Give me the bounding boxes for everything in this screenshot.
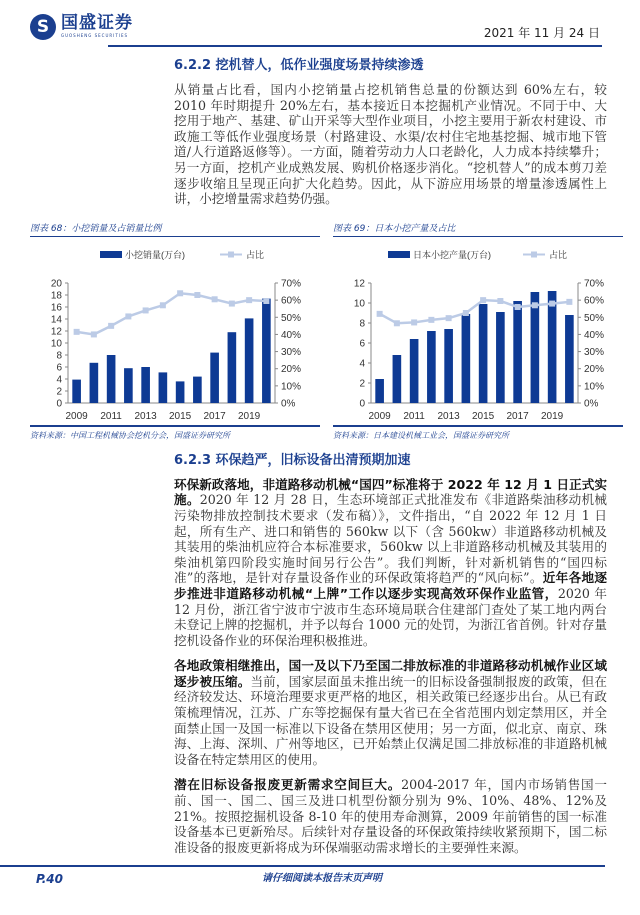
- bar-2016: [496, 312, 505, 403]
- section-heading-6-2-2: 6.2.2 挖机替人，低作业强度场景持续渗透: [174, 58, 424, 73]
- paragraph-emission-policy: [174, 477, 607, 649]
- figure-69: [333, 223, 623, 441]
- figure-divider: [333, 425, 623, 427]
- bar-2010: [90, 363, 99, 403]
- bar-2014: [159, 373, 168, 404]
- page-number: P.40: [36, 872, 63, 887]
- bar-2014: [462, 314, 471, 403]
- bold-lead: 潜在旧标设备报废更新需求空间巨大。: [174, 777, 402, 793]
- x-tick-label: 2011: [403, 411, 425, 423]
- x-tick-label: 2013: [134, 411, 157, 423]
- paragraph-replacement-demand: [174, 777, 607, 855]
- y-tick-label-left: 4: [359, 358, 365, 370]
- paragraph-regional-policy: [174, 658, 607, 767]
- bold-lead: 近年各地逐步推进非道路移动机械“上牌”工作以逐步实现高效环保作业监管，: [174, 570, 607, 601]
- footer-divider: [0, 865, 605, 867]
- legend-line-label: 占比: [246, 250, 265, 261]
- ratio-point-2018: [229, 301, 235, 307]
- x-tick-label: 2013: [437, 411, 460, 423]
- legend-bar-swatch: [100, 251, 122, 258]
- ratio-point-2015: [177, 291, 183, 297]
- legend-bar-swatch: [388, 251, 410, 258]
- ratio-point-2014: [160, 303, 166, 309]
- ratio-point-2009: [377, 311, 383, 317]
- y-tick-label-left: 4: [56, 374, 62, 386]
- y-tick-label-right: 0%: [281, 398, 296, 410]
- ratio-point-2016: [497, 298, 503, 304]
- header-divider: [108, 45, 602, 47]
- report-date: 2021 年 11 月 24 日: [483, 26, 600, 40]
- y-tick-label-right: 60%: [281, 295, 302, 307]
- bar-2013: [141, 367, 150, 403]
- bold-lead: 各地政策相继推出，国一及以下乃至国二排放标准的非道路移动机械作业区域逐步被压缩。: [174, 658, 607, 689]
- bar-2019: [548, 291, 557, 403]
- ratio-point-2012: [428, 317, 434, 323]
- y-tick-label-left: 8: [359, 318, 365, 330]
- y-tick-label-right: 20%: [584, 364, 605, 376]
- ratio-point-2019: [246, 297, 252, 303]
- brand-logo: [30, 14, 133, 40]
- legend-line-marker: [228, 252, 234, 258]
- figure-title: 图表 68：小挖销量及占销量比例: [30, 223, 162, 234]
- chart-69: [333, 237, 623, 425]
- chart-68: [30, 237, 320, 425]
- ratio-point-2019: [549, 301, 555, 307]
- ratio-point-2020: [566, 299, 572, 305]
- figure-divider: [30, 425, 320, 427]
- legend-bar-label: 小挖销量(万台): [125, 250, 185, 261]
- y-tick-label-left: 2: [56, 386, 62, 398]
- ratio-line: [380, 300, 570, 323]
- y-tick-label-left: 0: [56, 398, 62, 410]
- x-tick-label: 2011: [100, 411, 122, 423]
- figure-source: 资料来源：中国工程机械协会挖机分会，国盛证券研究所: [30, 430, 230, 440]
- ratio-point-2010: [394, 321, 400, 327]
- y-tick-label-right: 40%: [584, 330, 605, 342]
- bar-2010: [393, 355, 402, 403]
- y-tick-label-right: 60%: [584, 295, 605, 307]
- x-tick-label: 2009: [65, 411, 88, 423]
- bar-2017: [513, 301, 522, 403]
- x-tick-label: 2017: [203, 411, 226, 423]
- y-tick-label-left: 6: [359, 338, 365, 350]
- ratio-point-2016: [194, 292, 200, 298]
- y-tick-label-left: 12: [50, 326, 62, 338]
- ratio-point-2013: [143, 308, 149, 314]
- x-tick-label: 2017: [506, 411, 529, 423]
- figure-68: [30, 223, 320, 441]
- brand-words: [61, 14, 133, 38]
- bar-2016: [193, 377, 202, 403]
- logo-icon: S: [30, 14, 56, 40]
- y-tick-label-left: 0: [359, 398, 365, 410]
- y-tick-label-left: 6: [56, 362, 62, 374]
- ratio-line: [77, 294, 267, 335]
- ratio-point-2015: [480, 297, 486, 303]
- page-header: [0, 0, 640, 50]
- y-tick-label-left: 12: [353, 278, 365, 290]
- legend-bar-label: 日本小挖产量(万台): [413, 250, 491, 261]
- y-tick-label-right: 10%: [584, 381, 605, 393]
- y-tick-label-right: 50%: [584, 313, 605, 325]
- y-tick-label-left: 10: [353, 298, 365, 310]
- bar-2020: [565, 315, 574, 403]
- figure-title: 图表 69：日本小挖产量及占比: [333, 223, 456, 234]
- ratio-point-2012: [125, 314, 131, 320]
- ratio-point-2010: [91, 332, 97, 338]
- text: 2004-2017 年，国内市场销售国一前、国一、国二、国三及进口机型份额分别为 9%、10%、48%、12%及 21%。按照挖掘机设备 8-10 年的使用寿命测算，2009 年前销售的国一标准设备基本已更新殆尽。后续针对存量设备的环保政策持续收紧预期下，国二标准设备的报废更新将成为环保端驱动需求增长的主要弹性来源。: [174, 777, 608, 855]
- y-tick-label-left: 20: [50, 278, 62, 290]
- page-footer: [0, 865, 640, 895]
- x-tick-label: 2019: [238, 411, 261, 423]
- ratio-point-2017: [515, 304, 521, 310]
- ratio-point-2020: [263, 298, 269, 304]
- bar-2011: [410, 339, 419, 403]
- text: 2020 年 12 月 28 日，生态环境部正式批准发布《非道路柴油移动机械污染物排放控制技术要求（发布稿）》，文件指出，“自 2022 年 12 月 1 日起，所有生产、进口和销售的 560kw 以下（含 560kw）非道路移动机械及其装用的柴油机应符合本标准要求，560kw 以上非道路移动机械及其装用的柴油机第四阶段实施时间另行公告”。我们判断，针对新机销售的“国四标准”的落地，是针对存量设备作业的环保政策将趋严的“风向标”。: [174, 492, 607, 586]
- section-6-2-3: [174, 445, 607, 866]
- bar-2009: [72, 380, 81, 403]
- section-heading-6-2-3: 6.2.3 环保趋严，旧标设备出清预期加速: [174, 452, 411, 468]
- bar-2018: [228, 332, 237, 403]
- x-tick-label: 2015: [472, 411, 495, 423]
- bar-2018: [531, 292, 540, 403]
- ratio-point-2017: [212, 297, 218, 303]
- bar-2012: [427, 331, 436, 403]
- ratio-point-2011: [411, 320, 417, 326]
- y-tick-label-right: 70%: [281, 278, 302, 290]
- bar-2015: [479, 304, 488, 403]
- y-tick-label-right: 30%: [584, 347, 605, 359]
- y-tick-label-right: 70%: [584, 278, 605, 290]
- legend-line-label: 占比: [549, 250, 568, 261]
- section-6-2-2: [174, 50, 607, 217]
- text: 2020 年 12 月份，浙江省宁波市宁波市生态环境局联合住建部门查处了某工地内两台未登记上牌的挖掘机，并予以每台 1000 元的处罚，为浙江省首例。针对存量挖机设备作业的环保治理积极推进。: [174, 585, 607, 648]
- y-tick-label-left: 16: [50, 302, 62, 314]
- bar-2020: [262, 299, 271, 403]
- legend-line-marker: [531, 252, 537, 258]
- ratio-point-2018: [532, 303, 538, 309]
- bar-2017: [210, 353, 219, 403]
- ratio-point-2014: [463, 310, 469, 316]
- brand-name: 国盛证券: [61, 13, 133, 33]
- y-tick-label-right: 0%: [584, 398, 599, 410]
- y-tick-label-right: 10%: [281, 381, 302, 393]
- figure-source: 资料来源：日本建设机械工业会，国盛证券研究所: [333, 430, 509, 440]
- bar-2011: [107, 355, 116, 403]
- y-tick-label-right: 40%: [281, 330, 302, 342]
- y-tick-label-right: 20%: [281, 364, 302, 376]
- y-tick-label-left: 10: [50, 338, 62, 350]
- brand-subtitle: GUOSHENG SECURITIES: [61, 33, 129, 38]
- ratio-point-2009: [74, 329, 80, 335]
- y-tick-label-left: 18: [50, 290, 62, 302]
- y-tick-label-right: 30%: [281, 347, 302, 359]
- x-tick-label: 2015: [169, 411, 192, 423]
- x-tick-label: 2019: [541, 411, 564, 423]
- bold-lead: 环保新政落地，非道路移动机械“国四”标准将于 2022 年 12 月 1 日正式实施。: [174, 476, 607, 508]
- disclaimer: 请仔细阅读本报告末页声明: [262, 873, 382, 885]
- x-tick-label: 2009: [368, 411, 391, 423]
- ratio-point-2011: [108, 323, 114, 329]
- y-tick-label-left: 14: [50, 314, 62, 326]
- y-tick-label-right: 50%: [281, 313, 302, 325]
- ratio-point-2013: [446, 315, 452, 321]
- bar-2013: [444, 329, 453, 403]
- text: 当前，国家层面虽未推出统一的旧标设备强制报废的政策，但在经济较发达、环境治理要求更严格的地区，相关政策已经逐步出台。从已有政策梳理情况，江苏、广东等挖掘保有量大省已在全省范围内划定禁用区，并全面禁止国一及国一标准以下设备在禁用区使用；另一方面，似北京、南京、珠海、上海、深圳、广州等地区，已开始禁止仅满足国二排放标准的非道路机械设备在特定禁用区的使用。: [174, 673, 608, 767]
- bar-2015: [176, 382, 185, 404]
- paragraph-small-excavator: 从销量占比看，国内小挖销量占挖机销售总量的份额达到 60%左右，较 2010 年时期提升 20%左右，基本接近日本挖掘机产业情况。不同于中、大挖用于地产、基建、矿山开采等大型作业项目，小挖主要用于新农村建设、市政施工等低作业强度场景（村路建设、水渠/农村住宅地基挖掘、城市地下管道/人行道路返修等）。一方面，随着劳动力人口老龄化，人力成本持续攀升；另一方面，挖机产业成熟发展、购机价格逐步消化。“挖机替人”的成本剪刀差逐步收缩且呈现正向扩大化趋势。因此，从下游应用场景的增量渗透属性上讲，小挖增量需求趋势仍强。: [174, 82, 607, 207]
- bar-2012: [124, 368, 133, 403]
- figures-row: [30, 223, 640, 441]
- bar-2019: [245, 319, 254, 404]
- y-tick-label-left: 8: [56, 350, 62, 362]
- bar-2009: [375, 379, 384, 403]
- y-tick-label-left: 2: [359, 378, 365, 390]
